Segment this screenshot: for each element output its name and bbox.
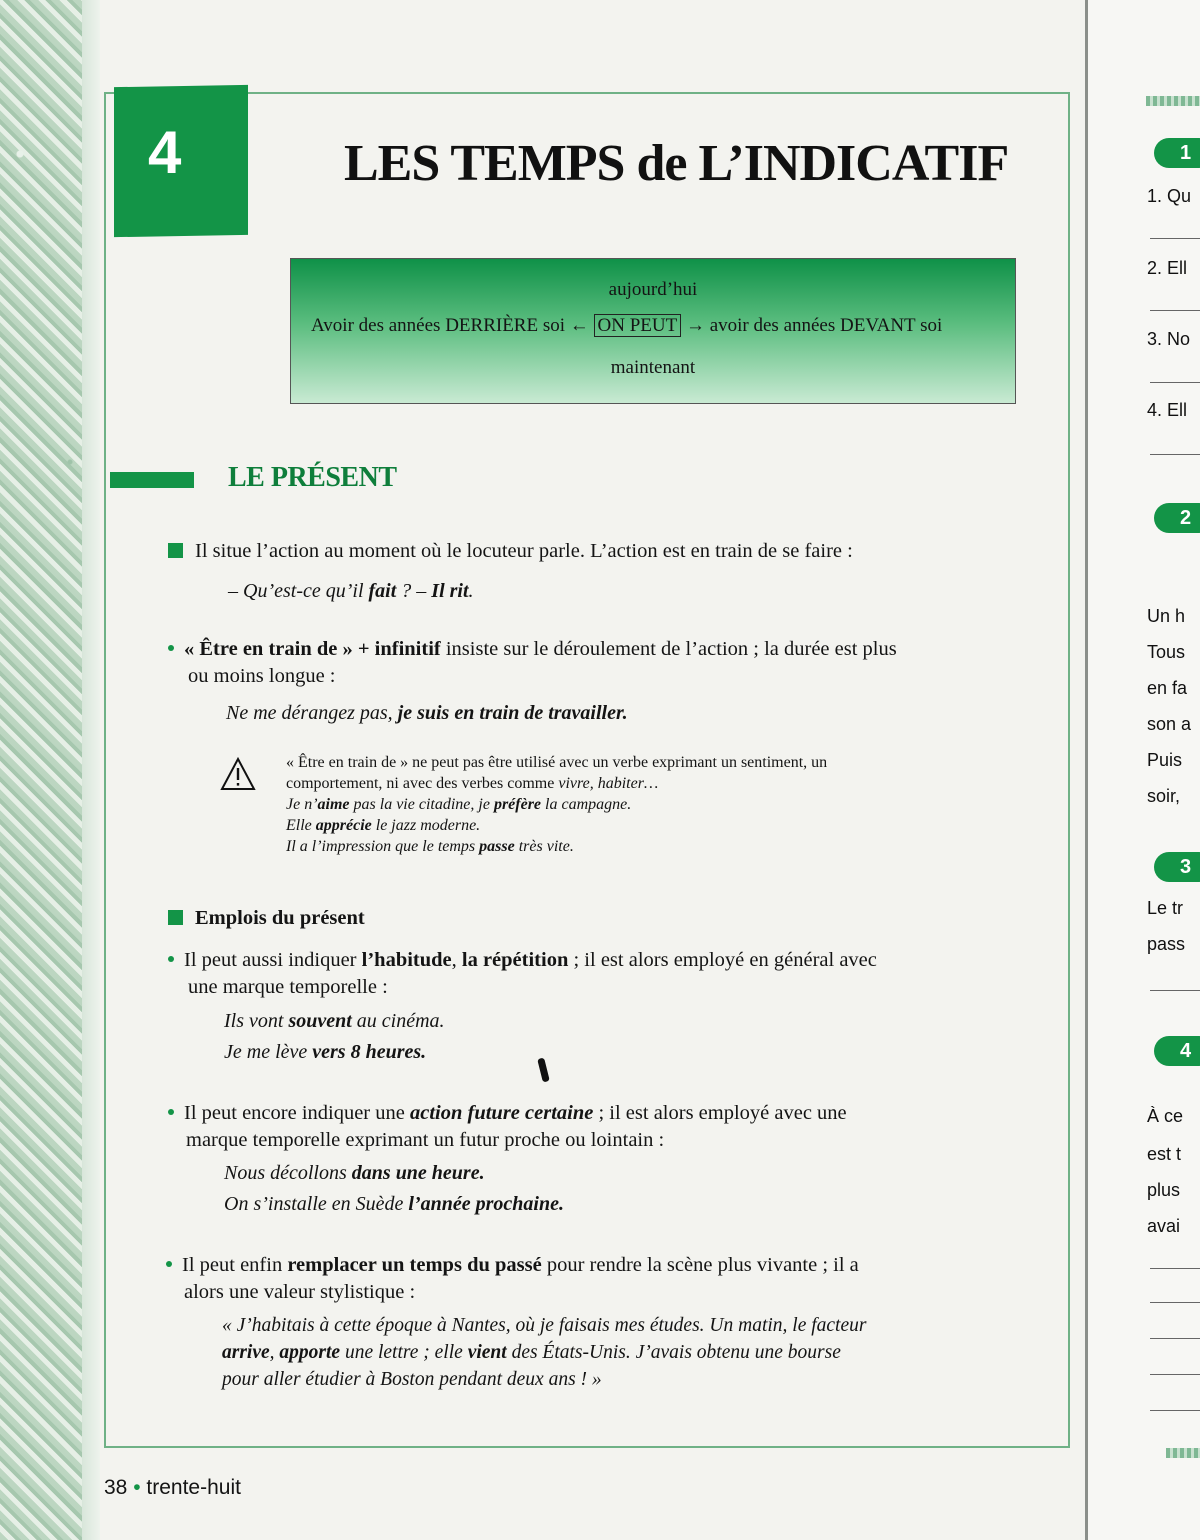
habitude-example-1: Ils vont souvent au cinéma. <box>224 1010 445 1032</box>
footer-dot: • <box>133 1476 141 1499</box>
page-footer <box>104 1476 241 1500</box>
facing-fragment: avai <box>1147 1216 1181 1236</box>
facing-fragment: 2. Ell <box>1147 258 1188 278</box>
habitude-example-2: Je me lève vers 8 heures. <box>224 1041 427 1063</box>
answer-line <box>1150 1410 1200 1411</box>
intro-paragraph: Il situe l’action au moment où le locuteur parle. L’action est en train de se faire : <box>168 538 853 565</box>
facing-fragment: Un h <box>1147 606 1186 626</box>
future-example-1: Nous décollons dans une heure. <box>224 1162 485 1184</box>
bullet-icon <box>168 645 174 651</box>
facing-fragment: son a <box>1147 714 1192 734</box>
answer-line <box>1150 1338 1200 1339</box>
future-line2: marque temporelle exprimant un futur proche ou lointain : <box>186 1129 665 1151</box>
bullet-icon <box>168 956 174 962</box>
answer-line <box>1150 382 1200 383</box>
habitude-line2: une marque temporelle : <box>188 976 388 998</box>
etre-example: Ne me dérangez pas, je suis en train de travailler. <box>226 702 628 724</box>
answer-line <box>1150 310 1200 311</box>
exercise-number-3: 3 <box>1154 852 1200 882</box>
time-diagram <box>290 258 1016 404</box>
chapter-title: LES TEMPS de L’INDICATIF <box>344 135 1009 192</box>
chapter-number: 4 <box>148 119 182 186</box>
facing-page-footer-bar <box>1166 1448 1200 1458</box>
page-number: 38 <box>104 1476 128 1499</box>
facing-fragment: 3. No <box>1147 329 1191 349</box>
facing-page-header-bar <box>1146 96 1200 106</box>
section-bar <box>110 472 194 488</box>
section-title: LE PRÉSENT <box>228 462 397 493</box>
future-paragraph: Il peut encore indiquer une action future certaine ; il est alors employé avec une <box>168 1100 847 1127</box>
facing-fragment: À ce <box>1147 1106 1184 1126</box>
facing-fragment: soir, <box>1147 786 1181 806</box>
facing-fragment: est t <box>1147 1144 1182 1164</box>
diagram-bottom: maintenant <box>610 357 696 378</box>
facing-fragment: plus <box>1147 1180 1181 1200</box>
future-example-2: On s’installe en Suède l’année prochaine. <box>224 1193 564 1215</box>
facing-fragment: en fa <box>1147 678 1188 698</box>
exercise-number-1: 1 <box>1154 138 1200 168</box>
bullet-icon <box>168 1109 174 1115</box>
diagram-right: → avoir des années DEVANT soi <box>685 315 943 336</box>
exercise-number-4: 4 <box>1154 1036 1200 1066</box>
facing-fragment: Tous <box>1147 642 1186 662</box>
diagram-middle <box>311 315 942 337</box>
passe-paragraph: Il peut enfin remplacer un temps du passé pour rendre la scène plus vivante ; il a <box>166 1252 859 1279</box>
square-bullet-icon <box>168 543 183 558</box>
facing-fragment: 1. Qu <box>1147 186 1192 206</box>
diagram-top: aujourd’hui <box>608 279 698 300</box>
warning-note: « Être en train de » ne peut pas être utilisé avec un verbe exprimant un sentiment, un comportement, ni avec des verbes comme vivre, habiter… Je n’aime pas la vie citadine, je préfère la campagne. Elle apprécie le jazz moderne. Il a l’impression que le temps passe très vite. <box>286 754 828 855</box>
answer-line <box>1150 238 1200 239</box>
facing-fragment: Le tr <box>1147 898 1184 918</box>
exercise-number-2: 2 <box>1154 503 1200 533</box>
intro-example: – Qu’est-ce qu’il fait ? – Il rit. <box>228 580 474 602</box>
etre-en-train-paragraph: « Être en train de » + infinitif insiste sur le déroulement de l’action ; la durée est plus <box>168 636 897 663</box>
habitude-paragraph: Il peut aussi indiquer l’habitude, la répétition ; il est alors employé en général avec <box>168 947 877 974</box>
facing-fragment: pass <box>1147 934 1186 954</box>
diagram-left: Avoir des années DERRIÈRE soi ← <box>311 315 589 336</box>
emplois-heading: Emplois du présent <box>168 905 365 932</box>
passe-line2: alors une valeur stylistique : <box>184 1281 416 1303</box>
etre-line2: ou moins longue : <box>188 665 336 687</box>
answer-line <box>1150 454 1200 455</box>
facing-fragment: Puis <box>1147 750 1183 770</box>
square-bullet-icon <box>168 910 183 925</box>
bullet-icon <box>166 1261 172 1267</box>
passe-quote: « J’habitais à cette époque à Nantes, où je faisais mes études. Un matin, le facteur arrive, apporte une lettre ; elle vient des États-Unis. J’avais obtenu une bourse pour aller étudier à Boston pendant deux ans ! » <box>222 1315 867 1390</box>
page-number-words: trente-huit <box>146 1476 241 1499</box>
answer-line <box>1150 1302 1200 1303</box>
answer-line <box>1150 990 1200 991</box>
facing-fragment: 4. Ell <box>1147 400 1188 420</box>
answer-line <box>1150 1268 1200 1269</box>
warning-icon <box>220 757 256 791</box>
diagram-center: ON PEUT <box>594 314 682 337</box>
book-page <box>100 0 1085 1540</box>
decorative-border <box>0 0 100 1540</box>
answer-line <box>1150 1374 1200 1375</box>
